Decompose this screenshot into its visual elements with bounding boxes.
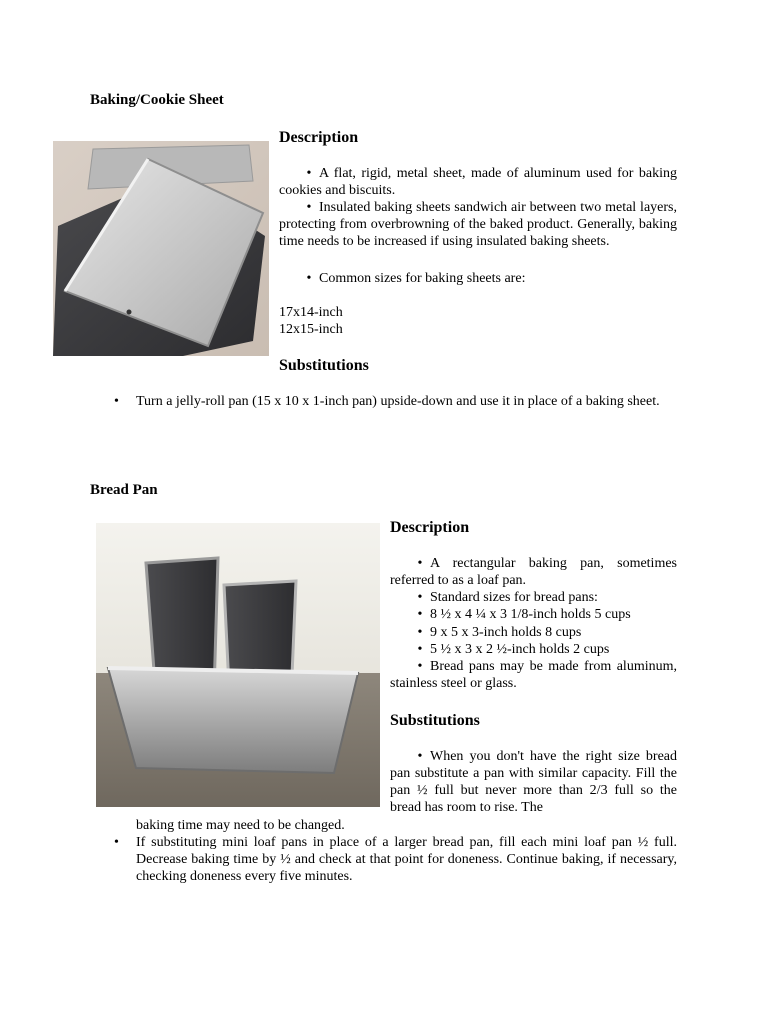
bullet-glyph: • [306,200,312,215]
bullet-glyph: • [417,659,423,674]
bullet-glyph: • [306,271,312,286]
description-heading: Description [390,519,470,536]
list-item [390,658,677,692]
size-value: 17x14-inch [279,305,343,320]
substitutions-heading: Substitutions [390,712,480,729]
list-item [390,606,677,623]
list-item [390,555,677,589]
list-item [279,270,677,287]
list-item-text: If substituting mini loaf pans in place of a larger bread pan, fill each mini loaf pan ½ full. Decrease baking time by ½ and check at that point for doneness. Continue baking, if necessary, checking doneness every five minutes. [136,835,677,884]
section-title-bread-pan: Bread Pan [90,482,158,498]
list-item-text: Insulated baking sheets sandwich air between two metal layers, protecting from overbrowning of the baked product. Generally, baking time needs to be increased if using insulated baking sheets. [279,200,677,249]
list-item [114,393,677,410]
bullet-glyph: • [114,394,119,409]
list-item-text: 5 ½ x 3 x 2 ½-inch holds 2 cups [430,642,610,657]
list-item-text: A rectangular baking pan, sometimes referred to as a loaf pan. [390,556,677,588]
list-item-text: Turn a jelly-roll pan (15 x 10 x 1-inch pan) upside-down and use it in place of a baking sheet. [136,394,660,409]
list-item-text: 9 x 5 x 3-inch holds 8 cups [430,625,582,640]
substitutions-heading: Substitutions [279,357,369,374]
bullet-glyph: • [114,835,119,850]
bullet-glyph: • [417,642,423,657]
list-item [279,165,677,199]
list-item-text: Bread pans may be made from aluminum, stainless steel or glass. [390,659,677,691]
list-item [114,834,677,885]
list-item [390,589,677,606]
list-item [279,199,677,250]
bullet-glyph: • [417,625,423,640]
bullet-glyph: • [417,556,423,571]
description-heading: Description [279,129,359,146]
list-item-continuation: baking time may need to be changed. [136,818,345,833]
list-item-text: 8 ½ x 4 ¼ x 3 1/8-inch holds 5 cups [430,607,631,622]
list-item [390,624,677,641]
bullet-glyph: • [417,749,423,764]
baking-sheet-photo [53,141,269,356]
bullet-glyph: • [306,166,312,181]
bread-pan-photo [96,523,380,807]
section-title-baking-sheet: Baking/Cookie Sheet [90,92,224,108]
list-item [390,641,677,658]
list-item-text: A flat, rigid, metal sheet, made of aluminum used for baking cookies and biscuits. [279,166,677,198]
bullet-glyph: • [417,590,423,605]
list-item-text: Standard sizes for bread pans: [430,590,598,605]
size-value: 12x15-inch [279,322,343,337]
bullet-glyph: • [417,607,423,622]
list-item-text: When you don't have the right size bread pan substitute a pan with similar capacity. Fill the pan ½ full but never more than 2/3 full so the bread has room to rise. The [390,749,677,815]
list-item-text: Common sizes for baking sheets are: [319,271,526,286]
list-item [390,748,677,816]
